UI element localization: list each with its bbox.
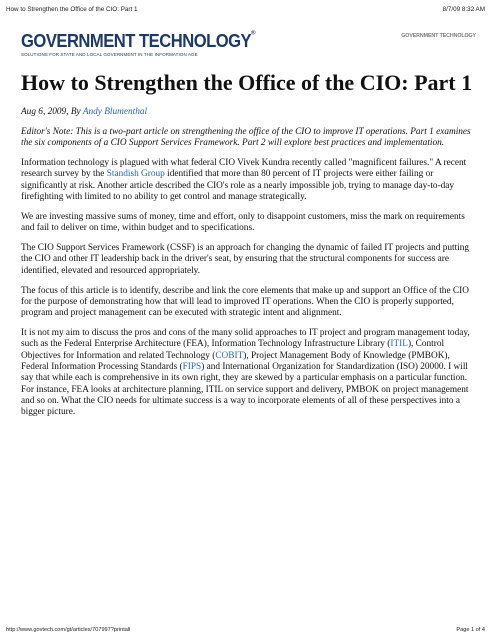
paragraph-1-text-a: Information technology is plagued with what federal CIO Vivek Kundra recently called "magnificent failures." A recent research survey by the xyxy=(21,158,467,180)
article-body xyxy=(21,107,476,427)
standish-group-link[interactable]: Standish Group xyxy=(106,169,165,180)
paragraph-5-text-b: ), Control Objectives for Information and related Technology ( xyxy=(21,339,445,361)
print-header-title: How to Strengthen the Office of the CIO: Part 1 xyxy=(6,6,138,13)
logo-text: GOVERNMENT TECHNOLOGY xyxy=(21,30,252,52)
paragraph-2: We are investing massive sums of money, time and effort, only to disappoint customers, miss the mark on requirements and fail to deliver on time, within budget and to specifications. xyxy=(21,211,465,234)
paragraph-5-text-d: ) and International Organization for Standardization (ISO) 20000. I will say that while each is comprehensive in its own right, they are skewed by a particular emphasis on a particular function. For instance, FEA looks at architecture planning, ITIL on service support and delivery, PMBOK on project management and so on. What the CIO needs for ultimate success is a way to incorporate elements of all of these perspectives into a bigger picture. xyxy=(21,361,469,418)
fips-link[interactable]: FIPS xyxy=(182,361,202,372)
cobit-link[interactable]: COBIT xyxy=(215,350,244,361)
paragraph-3: The CIO Support Services Framework (CSSF) is an approach for changing the dynamic of failed IT projects and putting the CIO and other IT leadership back in the driver's seat, by ensuring that the structural components for success are identified, elevated and resourced appropriately. xyxy=(21,243,470,276)
editors-note: Editor's Note: This is a two-part article on strengthening the office of the CIO to improve IT operations. Part 1 examines the six components of a CIO Support Services Framework. Part 2 will explore best practices and implementation. xyxy=(21,126,471,149)
itil-link[interactable]: ITIL xyxy=(390,339,408,350)
paragraph-5-text-a: It is not my aim to discuss the pros and cons of the many solid approaches to IT project and program management today, such as the Federal Enterprise Architecture (FEA), Information Technology Infrastructure Library ( xyxy=(21,328,470,350)
logo-trademark: ® xyxy=(251,30,256,37)
paragraph-1-text-b: identified that more than 80 percent of IT projects were either failing or significantly at risk. Another article described the CIO's role as a nearly impossible job, trying to manage day-to-day firefighting with limited to no ability to get control and manage strategically. xyxy=(21,169,455,202)
government-technology-logo[interactable] xyxy=(21,30,255,52)
print-header xyxy=(6,6,489,16)
paragraph-1 xyxy=(21,158,476,203)
author-link[interactable]: Andy Blumenthal xyxy=(82,107,148,117)
byline-date: Aug 6, 2009, By xyxy=(21,107,83,117)
print-footer-page: Page 1 of 4 xyxy=(456,627,485,633)
logo-tagline: SOLUTIONS FOR STATE AND LOCAL GOVERNMENT IN THE INFORMATION AGE xyxy=(21,52,198,57)
print-header-datetime: 8/7/09 8:32 AM xyxy=(442,6,485,13)
byline xyxy=(21,107,476,118)
paragraph-5-text-c: ), Project Management Body of Knowledge (PMBOK), Federal Information Processing Standards ( xyxy=(21,350,450,372)
article-title: How to Strengthen the Office of the CIO: Part 1 xyxy=(21,70,473,95)
masthead xyxy=(21,30,481,64)
print-footer-url: http://www.govtech.com/gt/articles/707997?printall xyxy=(6,627,131,633)
paragraph-4: The focus of this article is to identify, describe and link the core elements that make up and support an Office of the CIO for the purpose of demonstrating how that will lead to improved IT operations. When the CIO is properly supported, program and project management can be executed with strategic intent and alignment. xyxy=(21,285,469,319)
small-logo: GOVERNMENT TECHNOLOGY xyxy=(401,33,476,39)
paragraph-5 xyxy=(21,328,476,418)
